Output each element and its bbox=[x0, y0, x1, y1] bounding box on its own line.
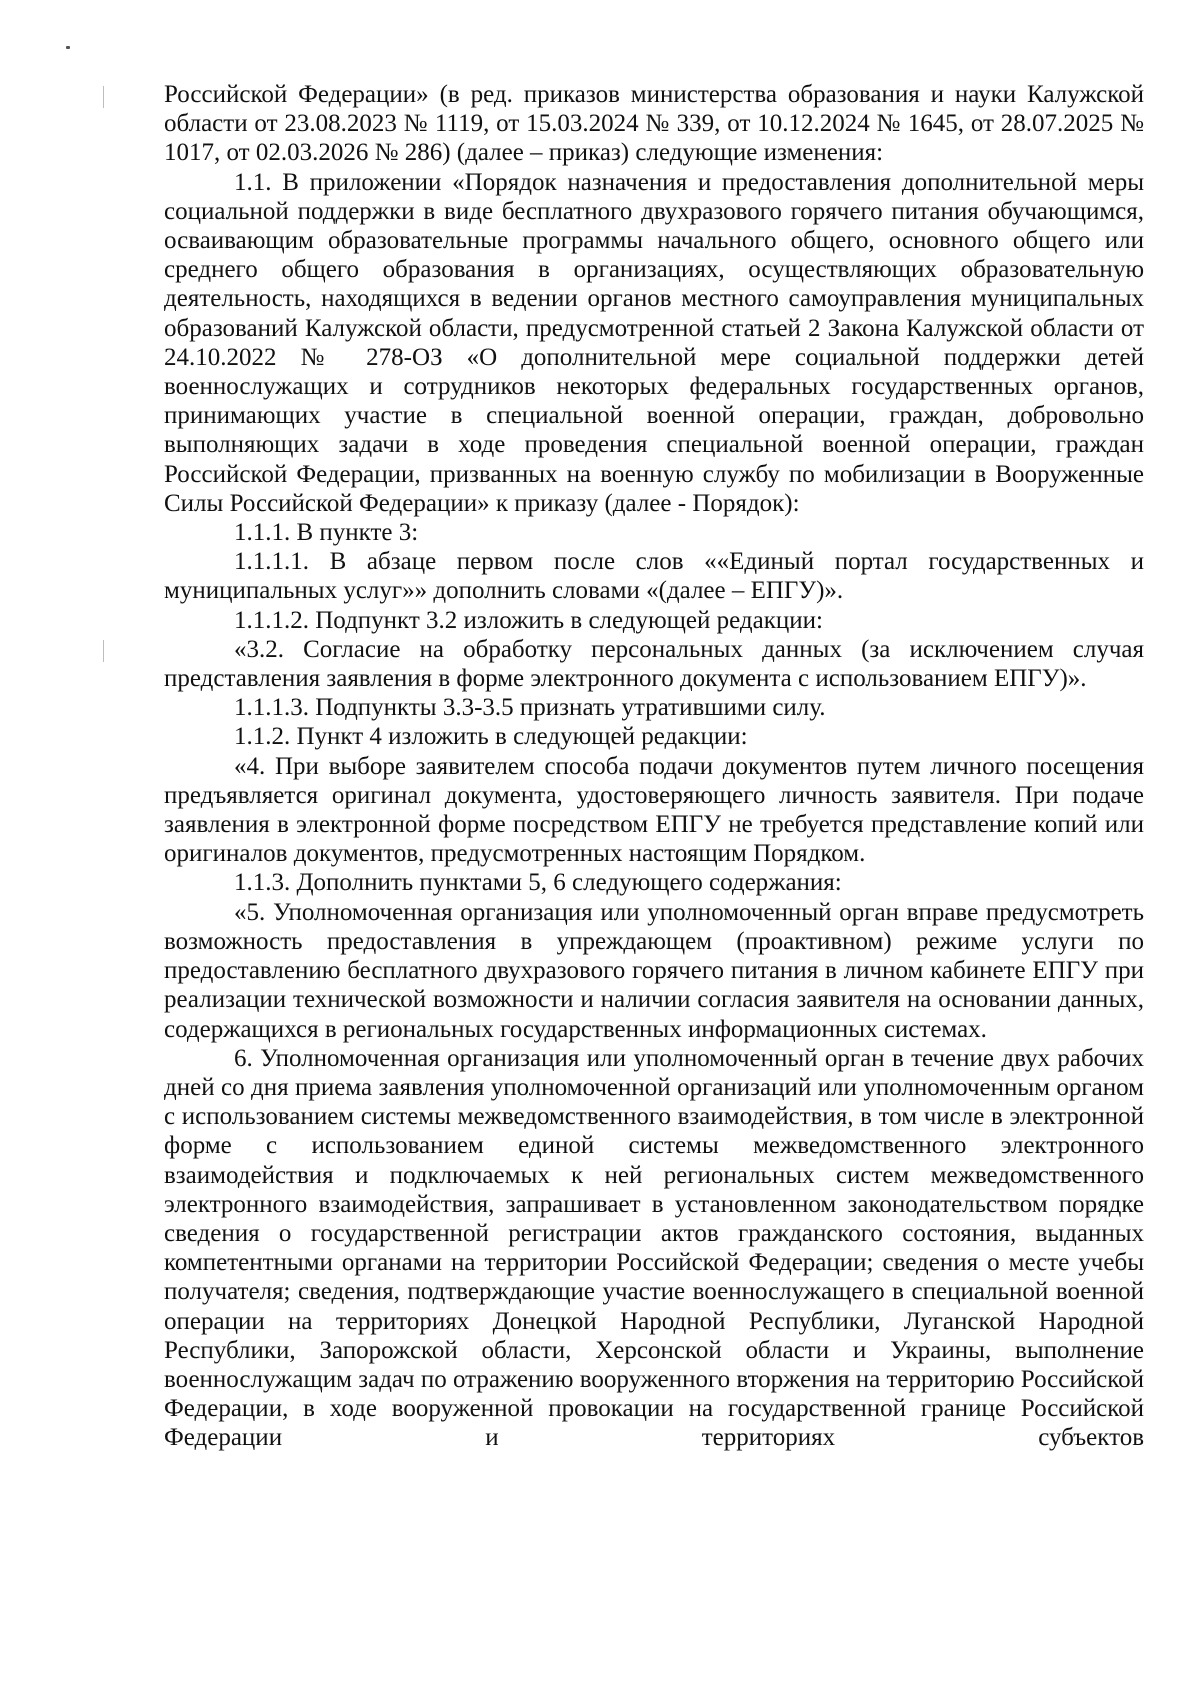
paragraph-1-1-1-3: 1.1.1.3. Подпункты 3.3-3.5 признать утратившими силу. bbox=[234, 694, 826, 722]
scan-margin-mark bbox=[103, 86, 104, 108]
paragraph-intro-continuation: Российской Федерации» (в ред. приказов министерства образования и науки Калужской области от 23.08.2023 № 1119, от 15.03.2024 № 339, от 10.12.2024 № 1645, от 28.07.2025 № 1017, от 02.03.2026 № 286) (далее – приказ) следующие изменения: bbox=[164, 81, 1144, 167]
document-body bbox=[164, 80, 1144, 1453]
paragraph-6: 6. Уполномоченная организация или уполномоченный орган в течение двух рабочих дней со дня приема заявления уполномоченной организаций или уполномоченным органом с использованием системы межведомственного взаимодействия, в том числе в электронной форме с использованием единой системы межведомственного электронного взаимодействия и подключаемых к ней региональных систем межведомственного электронного взаимодействия, запрашивает в установленном законодательством порядке сведения о государственной регистрации актов гражданского состояния, выданных компетентными органами на территории Российской Федерации; сведения о месте учебы получателя; сведения, подтверждающие участие военнослужащего в специальной военной операции на территориях Донецкой Народной Республики, Луганской Народной Республики, Запорожской области, Херсонской области и Украины, выполнение военнослужащим задач по отражению вооруженного вторжения на территорию Российской Федерации, в ходе вооруженной провокации на государственной границе Российской Федерации и территориях субъектов bbox=[164, 1044, 1144, 1452]
paragraph-1-1-1-2: 1.1.1.2. Подпункт 3.2 изложить в следующей редакции: bbox=[234, 606, 823, 634]
paragraph-quote-4: «4. При выборе заявителем способа подачи документов путем личного посещения предъявляется оригинал документа, удостоверяющего личность заявителя. При подаче заявления в электронной форме посредством ЕПГУ не требуется представление копий или оригиналов документов, предусмотренных настоящим Порядком. bbox=[164, 752, 1144, 868]
paragraph-1-1-3: 1.1.3. Дополнить пунктами 5, 6 следующего содержания: bbox=[234, 869, 842, 897]
paragraph-1-1-1-1: 1.1.1.1. В абзаце первом после слов ««Единый портал государственных и муниципальных услуг»» дополнить словами «(далее – ЕПГУ)». bbox=[164, 548, 1144, 605]
paragraph-quote-3-2: «3.2. Согласие на обработку персональных данных (за исключением случая представления заявления в форме электронного документа с использованием ЕПГУ)». bbox=[164, 635, 1144, 693]
paragraph-1-1-1: 1.1.1. В пункте 3: bbox=[234, 519, 419, 547]
paragraph-quote-5: «5. Уполномоченная организация или уполномоченный орган вправе предусмотреть возможность предоставления в упреждающем (проактивном) режиме услуги по предоставлению бесплатного двухразового горячего питания в личном кабинете ЕПГУ при реализации технической возможности и наличии согласия заявителя на основании данных, содержащихся в региональных государственных информационных системах. bbox=[164, 898, 1144, 1043]
paragraph-1-1: 1.1. В приложении «Порядок назначения и предоставления дополнительной меры социальной поддержки в виде бесплатного двухразового горячего питания обучающимся, осваивающим образовательные программы начального общего, основного общего или среднего общего образования в организациях, осуществляющих образовательную деятельность, находящихся в ведении органов местного самоуправления муниципальных образований Калужской области, предусмотренной статьей 2 Закона Калужской области от 24.10.2022 № 278-ОЗ «О дополнительной мере социальной поддержки детей военнослужащих и сотрудников некоторых федеральных государственных органов, принимающих участие в специальной военной операции, граждан, добровольно выполняющих задачи в ходе проведения специальной военной операции, граждан Российской Федерации, призванных на военную службу по мобилизации в Вооруженные Силы Российской Федерации» к приказу (далее - Порядок): bbox=[164, 168, 1144, 517]
scan-margin-mark bbox=[103, 640, 104, 662]
scan-speck bbox=[66, 46, 70, 49]
paragraph-1-1-2: 1.1.2. Пункт 4 изложить в следующей редакции: bbox=[234, 723, 748, 751]
